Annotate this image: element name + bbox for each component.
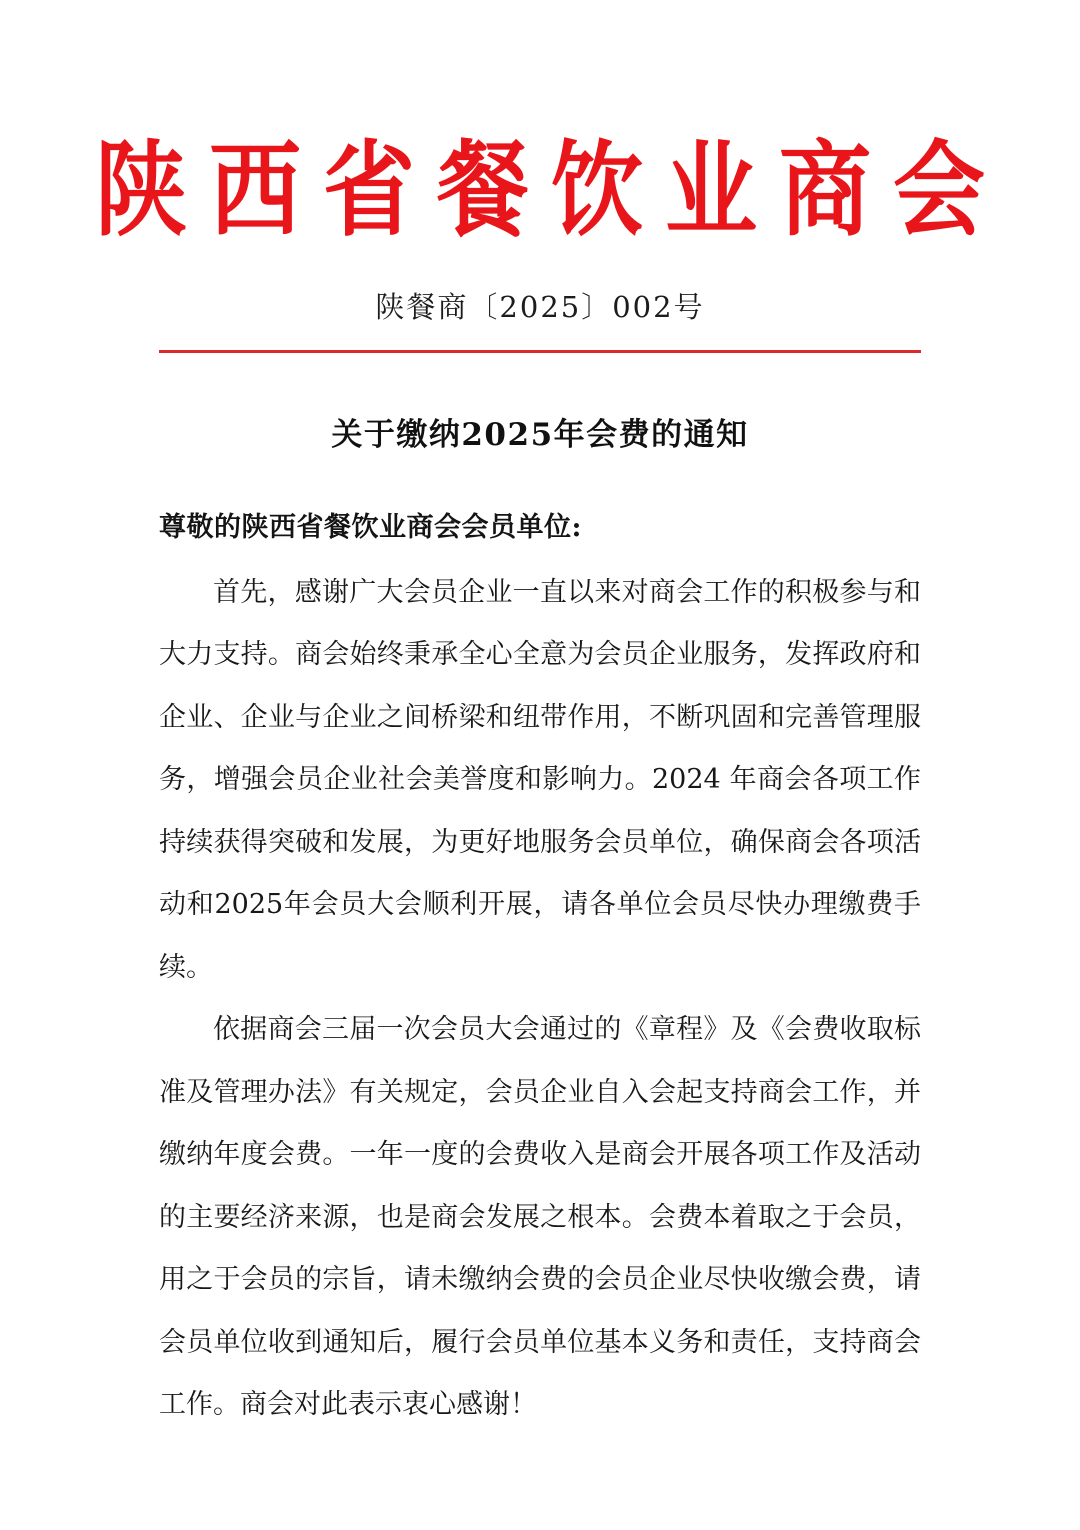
red-separator-rule-wrap	[0, 350, 1080, 353]
red-separator-rule	[159, 350, 921, 353]
document-number: 陕餐商〔2025〕002号	[375, 289, 705, 324]
document-title-row	[0, 409, 1080, 454]
document-number-row	[0, 285, 1080, 326]
page-title: 关于缴纳2025年会费的通知	[331, 416, 749, 453]
organization-name: 陕西省餐饮业商会	[94, 129, 1007, 251]
document-page	[0, 129, 1080, 1530]
body-paragraph: 首先，感谢广大会员企业一直以来对商会工作的积极参与和大力支持。商会始终秉承全心全意为会员企业服务，发挥政府和企业、企业与企业之间桥梁和纽带作用，不断巩固和完善管理服务，增强会员企业社会美誉度和影响力。2024 年商会各项工作持续获得突破和发展，为更好地服务会员单位，确保商会各项活动和2025年会员大会顺利开展，请各单位会员尽快办理缴费手续。	[159, 576, 921, 983]
masthead	[0, 129, 1080, 251]
document-body	[159, 454, 921, 1437]
body-paragraph: 依据商会三届一次会员大会通过的《章程》及《会费收取标准及管理办法》有关规定，会员企业自入会起支持商会工作，并缴纳年度会费。一年一度的会费收入是商会开展各项工作及活动的主要经济来源，也是商会发展之根本。会费本着取之于会员，用之于会员的宗旨，请未缴纳会费的会员企业尽快收缴会费，请会员单位收到通知后，履行会员单位基本义务和责任，支持商会工作。商会对此表示衷心感谢！	[159, 1014, 921, 1421]
salutation: 尊敬的陕西省餐饮业商会会员单位:	[159, 511, 582, 543]
